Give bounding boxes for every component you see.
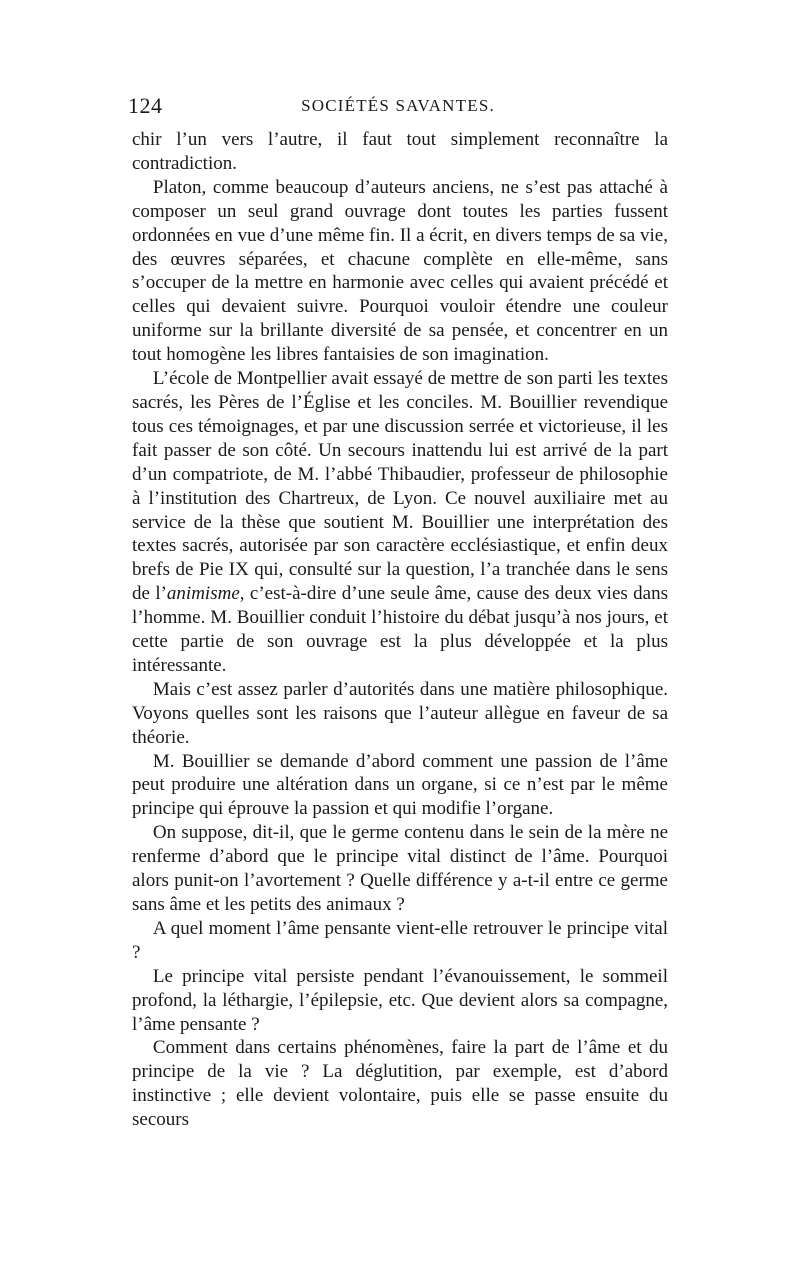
running-head (128, 90, 668, 122)
running-head-title: SOCIÉTÉS SAVANTES. (301, 96, 495, 115)
emphasis-animisme: animisme (166, 583, 240, 605)
paragraph-principe-vital: Le principe vital persiste pendant l’évanouissement, le sommeil profond, la léthargie, l’épilepsie, etc. Que devient alors sa compagne, l’âme pensante ? (132, 965, 668, 1035)
paragraph-ecole-montpellier (132, 367, 668, 678)
page-number: 124 (128, 93, 163, 118)
paragraph-autorites: Mais c’est assez parler d’autorités dans une matière philosophique. Voyons quelles sont les raisons que l’auteur allègue en faveur de sa théorie. (132, 678, 668, 748)
paragraph-continuation: chir l’un vers l’autre, il faut tout simplement reconnaître la contradiction. (132, 129, 668, 174)
paragraph-platon: Platon, comme beaucoup d’auteurs anciens, ne s’est pas attaché à composer un seul grand ouvrage dont toutes les parties fussent ordonnées en vue d’une même fin. Il a écrit, en divers temps de sa vie, des œuvres séparées, et chacune complète en elle-même, sans s’occuper de la mettre en harmonie avec celles qui avaient précédé et celles qui devaient suivre. Pourquoi vouloir étendre une couleur uniforme sur la brillante diversité de sa pensée, et concentrer en un tout homogène les libres fantaisies de son imagination. (132, 176, 668, 366)
body-text (132, 128, 668, 1132)
paragraph-moment: A quel moment l’âme pensante vient-elle retrouver le principe vital ? (132, 917, 668, 963)
paragraph-text-end: , c’est-à-dire d’une seule âme, cause des deux vies dans l’homme. M. Bouillier conduit l’histoire du débat jusqu’à nos jours, et cette partie de son ouvrage est la plus développée et la plus intéressante. (132, 583, 668, 676)
paragraph-germe: On suppose, dit-il, que le germe contenu dans le sein de la mère ne renferme d’abord que le principe vital distinct de l’âme. Pourquoi alors punit-on l’avortement ? Quelle différence y a-t-il entre ce germe sans âme et les petits des animaux ? (132, 822, 668, 915)
paragraph-text-start: L’école de Montpellier avait essayé de mettre de son parti les textes sacrés, les Pères de l’Église et les conciles. M. Bouillier revendique tous ces témoignages, et par une discussion serrée et victorieuse, il les fait passer de son côté. Un secours inattendu lui est arrivé de la part d’un compatriote, de M. l’abbé Thibaudier, professeur de philosophie à l’institution des Chartreux, de Lyon. Ce nouvel auxiliaire met au service de la thèse que soutient M. Bouillier une interprétation des textes sacrés, autorisée par son caractère ecclésiastique, et enfin deux brefs de Pie IX qui, consulté sur la question, l’a tranchée dans le sens de l’ (132, 368, 668, 605)
paragraph-deglutition: Comment dans certains phénomènes, faire la part de l’âme et du principe de la vie ? La déglutition, par exemple, est d’abord instinctive ; elle devient volontaire, puis elle se passe ensuite du secours (132, 1037, 668, 1131)
paragraph-passion: M. Bouillier se demande d’abord comment une passion de l’âme peut produire une altération dans un organe, si ce n’est par le même principe qui éprouve la passion et qui modifie l’organe. (132, 750, 668, 820)
